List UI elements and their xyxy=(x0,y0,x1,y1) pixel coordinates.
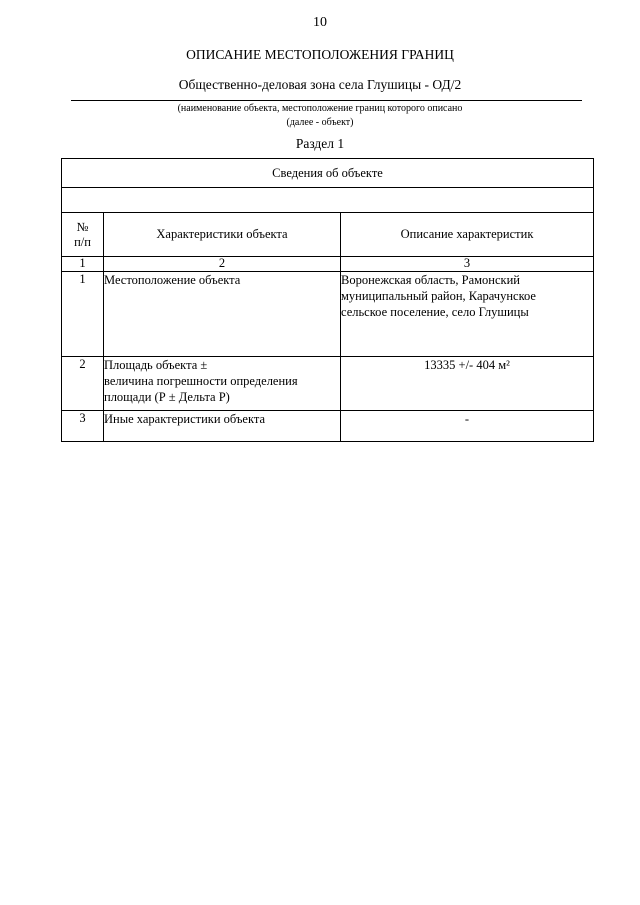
table-title: Сведения об объекте xyxy=(62,159,594,188)
column-header-num-line-2: п/п xyxy=(74,234,91,249)
column-header-num-line-1: № xyxy=(76,219,89,234)
table-blank-cell xyxy=(62,188,594,213)
row-description-line: Воронежская область, Рамонский xyxy=(341,273,520,287)
column-header-num xyxy=(62,213,104,257)
object-name-caption xyxy=(0,102,640,130)
column-index-1: 1 xyxy=(62,257,104,272)
row-characteristic xyxy=(104,411,341,442)
caption-line-2: (далее - объект) xyxy=(286,117,354,128)
table-title-row xyxy=(62,159,594,188)
row-description-line: муниципальный район, Карачунское xyxy=(341,289,536,303)
row-characteristic xyxy=(104,357,341,411)
row-description xyxy=(341,411,594,442)
caption-line-1: (наименование объекта, местоположение границ которого описано xyxy=(177,103,463,114)
table-row xyxy=(62,411,594,442)
column-header-description: Описание характеристик xyxy=(341,213,594,257)
row-number: 1 xyxy=(62,272,104,357)
row-characteristic-line: Иные характеристики объекта xyxy=(104,412,266,426)
table-blank-row xyxy=(62,188,594,213)
row-number: 2 xyxy=(62,357,104,411)
document-title: ОПИСАНИЕ МЕСТОПОЛОЖЕНИЯ ГРАНИЦ xyxy=(186,47,454,62)
column-index-2: 2 xyxy=(104,257,341,272)
object-name: Общественно-деловая зона села Глушицы - ОД/2 xyxy=(178,77,462,92)
row-characteristic-line: величина погрешности определения xyxy=(104,374,298,388)
column-header-characteristic: Характеристики объекта xyxy=(104,213,341,257)
section-label: Раздел 1 xyxy=(295,136,345,151)
table-column-index-row xyxy=(62,257,594,272)
row-description-line: сельское поселение, село Глушицы xyxy=(341,305,529,319)
row-characteristic-line: площади (Р ± Дельта Р) xyxy=(104,390,230,404)
object-name-underline xyxy=(71,100,582,101)
row-characteristic xyxy=(104,272,341,357)
table-row xyxy=(62,272,594,357)
column-index-3: 3 xyxy=(341,257,594,272)
table-row xyxy=(62,357,594,411)
page-number: 10 xyxy=(313,15,327,30)
row-description-line: - xyxy=(464,412,470,426)
row-description-line: 13335 +/- 404 м² xyxy=(424,358,510,372)
table-column-headers xyxy=(62,213,594,257)
row-description xyxy=(341,272,594,357)
row-characteristic-line: Площадь объекта ± xyxy=(104,358,208,372)
row-description xyxy=(341,357,594,411)
object-info-table xyxy=(61,158,594,442)
row-number: 3 xyxy=(62,411,104,442)
row-characteristic-line: Местоположение объекта xyxy=(104,273,241,287)
